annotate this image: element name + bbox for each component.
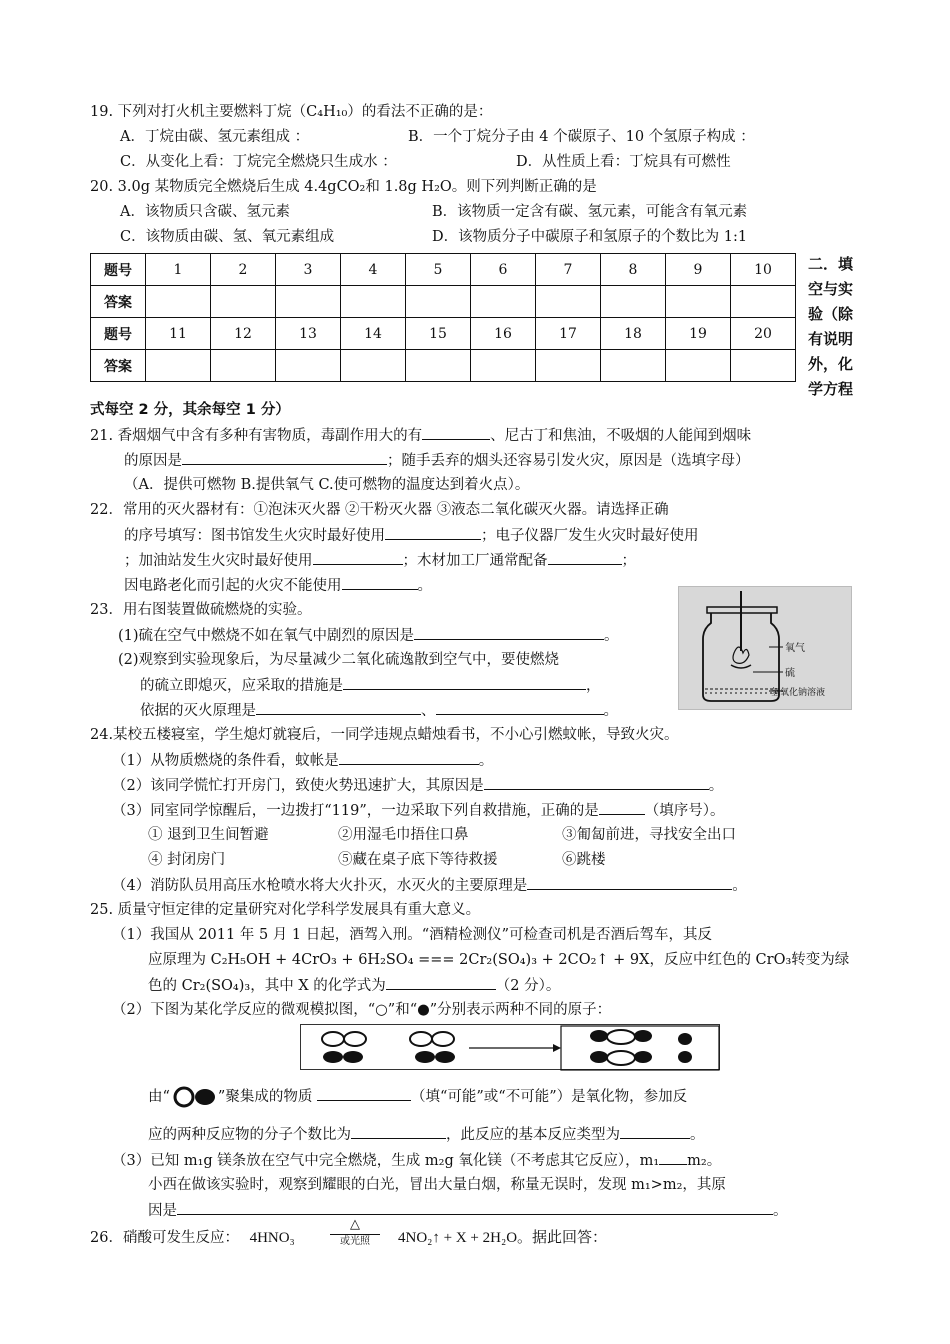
q25-blank-oxide[interactable] — [317, 1086, 411, 1101]
q25-text: （3）已知 m₁g 镁条放在空气中完全燃烧，生成 m₂g 氧化镁（不考虑其它反应），m₁ — [112, 1153, 660, 1169]
q24-text: 。 — [732, 878, 747, 894]
table-cell: 9 — [666, 254, 731, 286]
q22-text: ；加油站发生火灾时最好使用 — [124, 553, 313, 569]
q26-products: 4NO₂↑ + X + 2H₂O。据此回答： — [398, 1230, 608, 1246]
table-cell: 10 — [731, 254, 796, 286]
answer-cell[interactable] — [341, 286, 406, 318]
q24-line-5 — [112, 875, 747, 896]
q23-text: 。 — [604, 628, 619, 644]
table-cell: 19 — [666, 318, 731, 350]
q24-line-4 — [112, 800, 724, 821]
section2-heading: 二．填空与实验（除有说明外，化学方程 — [808, 255, 854, 398]
q23-line-2 — [118, 625, 619, 646]
answer-cell[interactable] — [341, 350, 406, 382]
table-cell: 7 — [536, 254, 601, 286]
answer-cell[interactable] — [601, 350, 666, 382]
q23-blank-1[interactable] — [414, 625, 604, 640]
answer-cell[interactable] — [211, 350, 276, 382]
light-condition: 或光照 — [340, 1236, 370, 1247]
q22-blank-gas-station[interactable] — [313, 550, 403, 565]
molecule-model-illustration — [301, 1025, 721, 1071]
micro-reaction-figure — [300, 1024, 720, 1070]
table-cell: 2 — [211, 254, 276, 286]
gas-jar-illustration — [679, 587, 853, 711]
answer-cell[interactable] — [406, 286, 471, 318]
q22-line-1: 22．常用的灭火器材有：①泡沫灭火器 ②干粉灭火器 ③液态二氧化碳灭火器。请选择正确 — [90, 502, 669, 518]
answer-cell[interactable] — [471, 286, 536, 318]
q22-blank-wood[interactable] — [548, 550, 622, 565]
q25-text: 由“ — [148, 1089, 170, 1105]
q21-text: ；随手丢弃的烟头还容易引发火灾，原因是（选填字母） — [387, 453, 750, 469]
q23-blank-4[interactable] — [436, 700, 604, 715]
q20-option-a: A．该物质只含碳、氢元素 — [120, 204, 290, 220]
q19-option-a: A．丁烷由碳、氢元素组成 ： — [120, 129, 310, 145]
q22-text: 的序号填写：图书馆发生火灾时最好使用 — [124, 528, 385, 544]
table-cell: 4 — [341, 254, 406, 286]
q25-text: 应的两种反应物的分子个数比为 — [148, 1127, 351, 1143]
q25-blank-compare[interactable] — [659, 1150, 687, 1165]
q25-text: 因是 — [148, 1203, 177, 1219]
q26-reactant: 4HNO₃ — [249, 1230, 295, 1246]
q24-line-2 — [112, 750, 493, 771]
q25-line-7 — [148, 1124, 705, 1145]
q23-line-5 — [140, 700, 618, 721]
answer-cell[interactable] — [731, 286, 796, 318]
table-cell: 20 — [731, 318, 796, 350]
q23-line-4 — [140, 675, 601, 696]
answer-cell[interactable] — [146, 350, 211, 382]
table-cell: 16 — [471, 318, 536, 350]
answer-cell[interactable] — [666, 350, 731, 382]
q24-text: （4）消防队员用高压水枪喷水将大火扑灭，水灭火的主要原理是 — [112, 878, 528, 894]
answer-cell[interactable] — [536, 350, 601, 382]
q19-option-d: D．从性质上看：丁烷具有可燃性 — [516, 154, 731, 170]
table-label-number: 题号 — [91, 318, 146, 350]
q24-text: （2）该同学慌忙打开房门，致使火势迅速扩大，其原因是 — [112, 778, 484, 794]
figure-label-naoh: 氢氧化钠溶液 — [771, 688, 826, 698]
table-cell: 5 — [406, 254, 471, 286]
answer-cell[interactable] — [276, 350, 341, 382]
q24-blank-3[interactable] — [599, 800, 645, 815]
answer-cell[interactable] — [536, 286, 601, 318]
q25-text: ，此反应的基本反应类型为 — [446, 1127, 620, 1143]
q24-line-3 — [112, 775, 723, 796]
q25-text: （2 分）。 — [495, 978, 561, 994]
q21-text: 、尼古丁和焦油，不吸烟的人能闻到烟味 — [490, 428, 752, 444]
q23-line-3: (2)观察到实验现象后，为尽量减少二氧化硫逸散到空气中，要使燃烧 — [118, 652, 560, 668]
q21-text: 的原因是 — [124, 453, 182, 469]
q25-blank-type[interactable] — [620, 1124, 690, 1139]
q22-text: 因电路老化而引起的火灾不能使用 — [124, 578, 342, 594]
q21-text: 21. 香烟烟气中含有多种有害物质，毒副作用大的有 — [90, 428, 423, 444]
answer-cell[interactable] — [276, 286, 341, 318]
q19-stem: 19. 下列对打火机主要燃料丁烷（C₄H₁₀）的看法不正确的是： — [90, 104, 493, 120]
q24-text: 。 — [478, 753, 494, 769]
molecule-icon — [170, 1086, 218, 1108]
table-cell: 14 — [341, 318, 406, 350]
q20-option-d: D．该物质分子中碳原子和氢原子的个数比为 1:1 — [432, 229, 748, 245]
q25-line-6 — [148, 1086, 687, 1108]
q25-text: ”聚集成的物质 — [217, 1089, 313, 1105]
q24-blank-1[interactable] — [339, 750, 479, 765]
q25-line-3: 应原理为 C₂H₅OH + 4CrO₃ + 6H₂SO₄ === 2Cr₂(SO₄)₃ + 2CO₂↑ + 9X，反应中红色的 CrO₃转变为绿 — [148, 952, 850, 968]
q25-line-2: （1）我国从 2011 年 5 月 1 日起，酒驾入刑。“酒精检测仪”可检查司机是否酒后驾车，其反 — [112, 927, 713, 943]
q24-option-3: ③匍匐前进，寻找安全出口 — [562, 827, 736, 843]
section2-heading-continued: 式每空 2 分，其余每空 1 分） — [90, 402, 290, 418]
q25-text: 色的 Cr₂(SO₄)₃，其中 X 的化学式为 — [148, 978, 386, 994]
q19-option-b: B．一个丁烷分子由 4 个碳原子、10 个氢原子构成 ： — [408, 129, 755, 145]
table-cell: 3 — [276, 254, 341, 286]
figure-label-oxygen: 氧气 — [785, 643, 805, 654]
q22-text: 。 — [417, 578, 432, 594]
q25-text: （填“可能”或“不可能”）是氧化物，参加反 — [410, 1089, 688, 1105]
q20-option-b: B．该物质一定含有碳、氢元素，可能含有氧元素 — [432, 204, 748, 220]
q25-line-8 — [112, 1150, 721, 1171]
q23-text: 、 — [421, 703, 436, 719]
q24-option-5: ⑤藏在桌子底下等待救援 — [338, 852, 498, 868]
q19-option-c: C．从变化上看：丁烷完全燃烧只生成水 ： — [120, 154, 397, 170]
q21-line-2 — [124, 450, 750, 471]
q23-line-1: 23．用右图装置做硫燃烧的实验。 — [90, 602, 312, 618]
q22-text: ； — [621, 553, 636, 569]
table-cell: 12 — [211, 318, 276, 350]
q23-text: (1)硫在空气中燃烧不如在氧气中剧烈的原因是 — [118, 628, 415, 644]
q25-text: 。 — [690, 1127, 705, 1143]
q21-line-1 — [90, 425, 751, 446]
q23-text: 的硫立即熄灭，应采取的措施是 — [140, 678, 343, 694]
q25-line-9: 小西在做该实验时，观察到耀眼的白光，冒出大量白烟，称量无误时，发现 m₁>m₂，其原 — [148, 1177, 726, 1193]
q22-text: ；电子仪器厂发生火灾时最好使用 — [481, 528, 699, 544]
answer-cell[interactable] — [211, 286, 276, 318]
sulfur-combustion-figure — [678, 586, 852, 710]
q20-option-c: C．该物质由碳、氢、氧元素组成 — [120, 229, 335, 245]
answer-cell[interactable] — [666, 286, 731, 318]
table-cell: 13 — [276, 318, 341, 350]
q23-text: 。 — [603, 703, 618, 719]
q25-line-5: （2）下图为某化学反应的微观模拟图，“○”和“●”分别表示两种不同的原子： — [112, 1002, 612, 1018]
q21-blank-2[interactable] — [182, 450, 387, 465]
answer-cell[interactable] — [406, 350, 471, 382]
heat-symbol: △ — [350, 1217, 360, 1232]
q24-text: （填序号）。 — [644, 803, 725, 819]
q25-line-4 — [148, 975, 560, 996]
q24-option-2: ②用湿毛巾捂住口鼻 — [338, 827, 469, 843]
q25-line-1: 25. 质量守恒定律的定量研究对化学科学发展具有重大意义。 — [90, 902, 481, 918]
table-label-answer: 答案 — [91, 286, 146, 318]
q26-text: 26．硝酸可发生反应： — [90, 1230, 239, 1246]
q25-blank-formula[interactable] — [386, 975, 496, 990]
q24-text: （1）从物质燃烧的条件看，蚊帐是 — [112, 753, 339, 769]
table-cell: 18 — [601, 318, 666, 350]
q24-blank-2[interactable] — [484, 775, 709, 790]
q21-line-3: （A．提供可燃物 B.提供氧气 C.使可燃物的温度达到着火点）。 — [124, 477, 530, 493]
table-cell: 8 — [601, 254, 666, 286]
table-cell: 15 — [406, 318, 471, 350]
q24-option-4: ④ 封闭房门 — [148, 852, 226, 868]
q24-line-1: 24.某校五楼寝室，学生熄灯就寝后，一同学违规点蜡烛看书，不小心引燃蚊帐，导致火灾。 — [90, 727, 679, 743]
answer-table — [90, 253, 796, 382]
q22-line-3 — [124, 550, 636, 571]
q21-blank-1[interactable] — [422, 425, 490, 440]
answer-cell[interactable] — [731, 350, 796, 382]
q25-blank-reason[interactable] — [177, 1200, 773, 1215]
q23-text: 依据的灭火原理是 — [140, 703, 256, 719]
q26-line-1 — [90, 1226, 295, 1250]
q26-reaction-condition — [330, 1218, 380, 1254]
q22-blank-library[interactable] — [385, 525, 481, 540]
q25-line-10 — [148, 1200, 788, 1221]
q23-blank-3[interactable] — [256, 700, 421, 715]
q24-blank-4[interactable] — [527, 875, 732, 890]
table-cell: 6 — [471, 254, 536, 286]
figure-label-sulfur: 硫 — [785, 668, 795, 679]
table-label-number: 题号 — [91, 254, 146, 286]
table-cell: 17 — [536, 318, 601, 350]
q22-line-2 — [124, 525, 699, 546]
q22-blank-circuit[interactable] — [342, 575, 418, 590]
q25-blank-ratio[interactable] — [351, 1124, 446, 1139]
answer-cell[interactable] — [146, 286, 211, 318]
answer-cell[interactable] — [471, 350, 536, 382]
q24-text: 。 — [708, 778, 724, 794]
q24-option-1: ① 退到卫生间暂避 — [148, 827, 269, 843]
q24-text: （3）同室同学惊醒后，一边拨打“119”，一边采取下列自救措施，正确的是 — [112, 803, 599, 819]
q23-text: ， — [586, 678, 601, 694]
q25-text: m₂。 — [687, 1153, 722, 1169]
q20-stem: 20. 3.0g 某物质完全燃烧后生成 4.4gCO₂和 1.8g H₂O。则下列判断正确的是 — [90, 179, 597, 195]
q22-text: ；木材加工厂通常配备 — [402, 553, 548, 569]
q25-text: 。 — [773, 1203, 788, 1219]
q23-blank-2[interactable] — [343, 675, 586, 690]
answer-cell[interactable] — [601, 286, 666, 318]
q24-option-6: ⑥跳楼 — [562, 852, 606, 868]
q22-line-4 — [124, 575, 432, 596]
table-cell: 11 — [146, 318, 211, 350]
table-label-answer: 答案 — [91, 350, 146, 382]
table-cell: 1 — [146, 254, 211, 286]
